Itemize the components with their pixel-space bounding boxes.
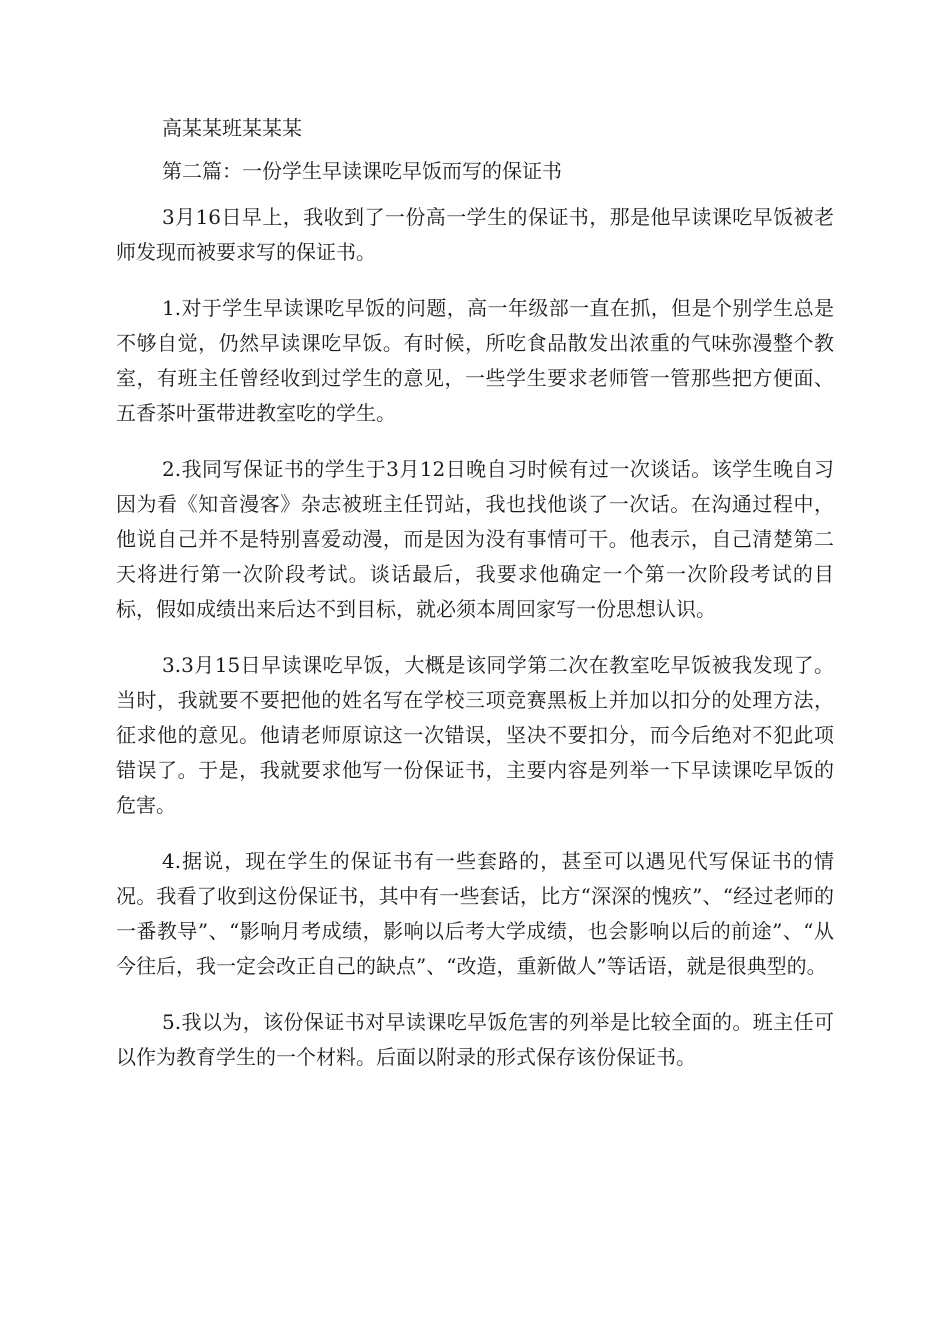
document-body <box>116 111 834 1075</box>
paragraph-1: 1.对于学生早读课吃早饭的问题，高一年级部一直在抓，但是个别学生总是不够自觉，仍然早读课吃早饭。有时候，所吃食品散发出浓重的气味弥漫整个教室，有班主任曾经收到过学生的意见，一些学生要求老师管一管那些把方便面、五香茶叶蛋带进教室吃的学生。 <box>116 296 834 425</box>
signature-line: 高某某班某某某 <box>162 116 302 140</box>
paragraph-intro: 3月16日早上，我收到了一份高一学生的保证书，那是他早读课吃早饭被老师发现而被要求写的保证书。 <box>116 205 834 264</box>
paragraph-3: 3.3月15日早读课吃早饭，大概是该同学第二次在教室吃早饭被我发现了。当时，我就要不要把他的姓名写在学校三项竞赛黑板上并加以扣分的处理方法，征求他的意见。他请老师原谅这一次错误，坚决不要扣分，而今后绝对不犯此项错误了。于是，我就要求他写一份保证书，主要内容是列举一下早读课吃早饭的危害。 <box>116 653 834 817</box>
section-title: 第二篇：一份学生早读课吃早饭而写的保证书 <box>162 159 562 183</box>
paragraph-2: 2.我同写保证书的学生于3月12日晚自习时候有过一次谈话。该学生晚自习因为看《知音漫客》杂志被班主任罚站，我也找他谈了一次话。在沟通过程中，他说自己并不是特别喜爱动漫，而是因为没有事情可干。他表示，自己清楚第二天将进行第一次阶段考试。谈话最后，我要求他确定一个第一次阶段考试的目标，假如成绩出来后达不到目标，就必须本周回家写一份思想认识。 <box>116 457 834 621</box>
paragraph-4: 4.据说，现在学生的保证书有一些套路的，甚至可以遇见代写保证书的情况。我看了收到这份保证书，其中有一些套话，比方“深深的愧疚”、“经过老师的一番教导”、“影响月考成绩，影响以后考大学成绩，也会影响以后的前途”、“从今往后，我一定会改正自己的缺点”、“改造，重新做人”等话语，就是很典型的。 <box>116 849 834 978</box>
paragraph-5: 5.我以为，该份保证书对早读课吃早饭危害的列举是比较全面的。班主任可以作为教育学生的一个材料。后面以附录的形式保存该份保证书。 <box>116 1010 834 1069</box>
